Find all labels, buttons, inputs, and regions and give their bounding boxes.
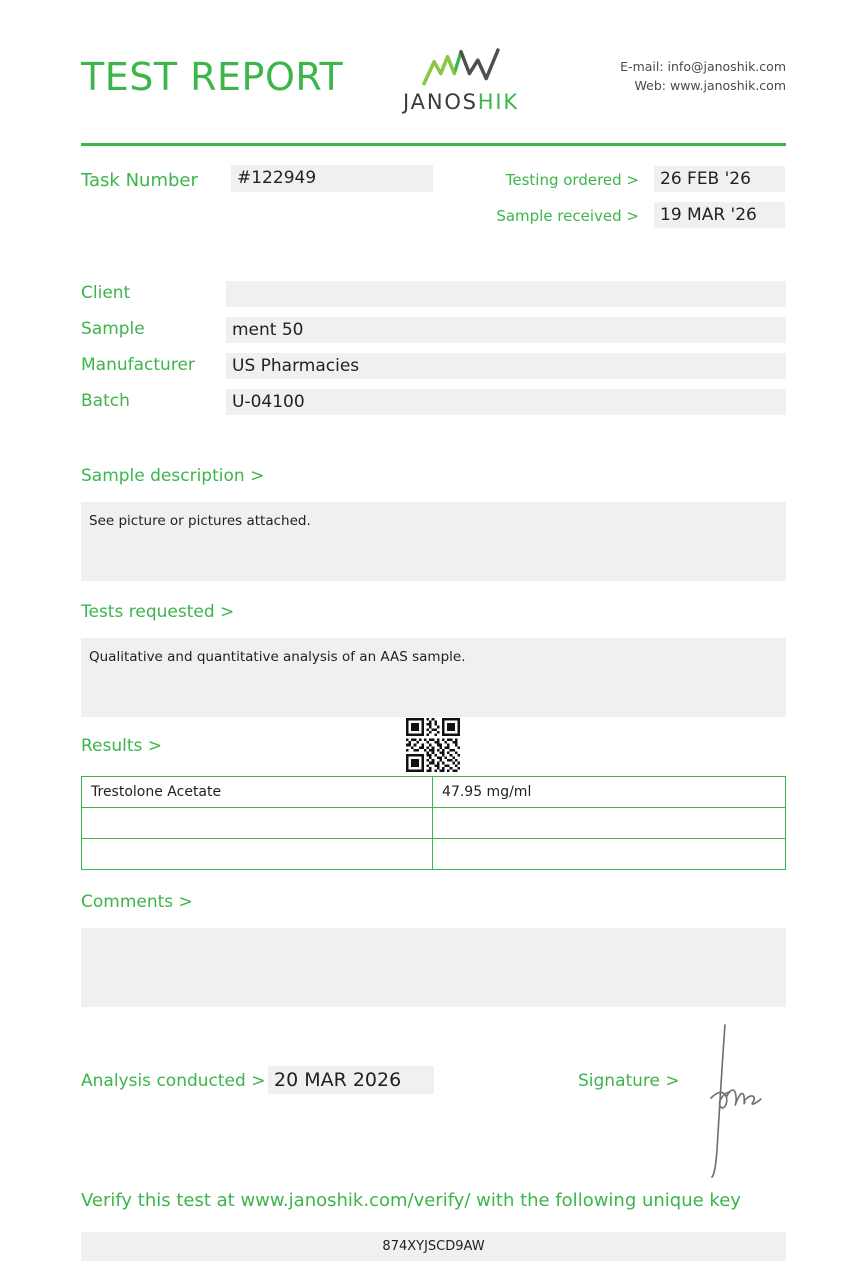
analysis-conducted-value: 20 MAR 2026: [268, 1066, 434, 1094]
report-header: [81, 45, 786, 135]
verify-text: Verify this test at www.janoshik.com/verify/ with the following unique key: [81, 1190, 741, 1211]
brand-logo: [376, 45, 546, 114]
table-row: [82, 839, 786, 870]
contact-web: Web: www.janoshik.com: [634, 78, 786, 93]
info-rows: [81, 281, 786, 425]
brand-wordmark-dark: JANOS: [403, 90, 478, 114]
sample-description-box: See picture or pictures attached.: [81, 502, 786, 581]
sample-received-value: 19 MAR '26: [654, 202, 785, 228]
results-heading: Results >: [81, 736, 163, 756]
brand-wordmark: [376, 90, 546, 114]
info-label-client: Client: [81, 283, 131, 303]
unique-key-value: 874XYJSCD9AW: [81, 1232, 786, 1261]
testing-ordered-value: 26 FEB '26: [654, 166, 785, 192]
analysis-conducted-label: Analysis conducted >: [81, 1071, 266, 1091]
testing-ordered-label: Testing ordered >: [505, 171, 639, 189]
result-amount: [433, 839, 786, 870]
task-number-value: #122949: [231, 165, 433, 192]
mountain-logo-icon: [419, 45, 503, 87]
table-row: [82, 808, 786, 839]
info-label-sample: Sample: [81, 319, 145, 339]
info-row-manufacturer: [81, 353, 786, 379]
info-value-client: [226, 281, 786, 307]
header-divider: [81, 143, 786, 146]
result-compound: [82, 839, 433, 870]
comments-heading: Comments >: [81, 892, 193, 912]
contact-email: E-mail: info@janoshik.com: [620, 59, 786, 74]
table-row: [82, 777, 786, 808]
brand-wordmark-accent: HIK: [477, 90, 519, 114]
result-amount: 47.95 mg/ml: [433, 777, 786, 808]
info-label-batch: Batch: [81, 391, 130, 411]
info-label-manufacturer: Manufacturer: [81, 355, 195, 375]
contact-block: [620, 57, 786, 95]
info-value-batch: U-04100: [226, 389, 786, 415]
info-row-batch: [81, 389, 786, 415]
sample-description-heading: Sample description >: [81, 466, 265, 486]
result-compound: [82, 808, 433, 839]
task-number-label: Task Number: [81, 170, 198, 191]
info-row-sample: [81, 317, 786, 343]
comments-box: [81, 928, 786, 1007]
info-value-sample: ment 50: [226, 317, 786, 343]
signature-icon: [693, 1020, 773, 1180]
sample-received-label: Sample received >: [496, 207, 639, 225]
page-title: TEST REPORT: [81, 55, 344, 99]
tests-requested-heading: Tests requested >: [81, 602, 235, 622]
tests-requested-box: Qualitative and quantitative analysis of an AAS sample.: [81, 638, 786, 717]
results-table: [81, 776, 786, 870]
info-value-manufacturer: US Pharmacies: [226, 353, 786, 379]
info-row-client: [81, 281, 786, 307]
result-amount: [433, 808, 786, 839]
signature-label: Signature >: [578, 1071, 680, 1091]
qr-code-icon: [406, 718, 460, 772]
result-compound: Trestolone Acetate: [82, 777, 433, 808]
